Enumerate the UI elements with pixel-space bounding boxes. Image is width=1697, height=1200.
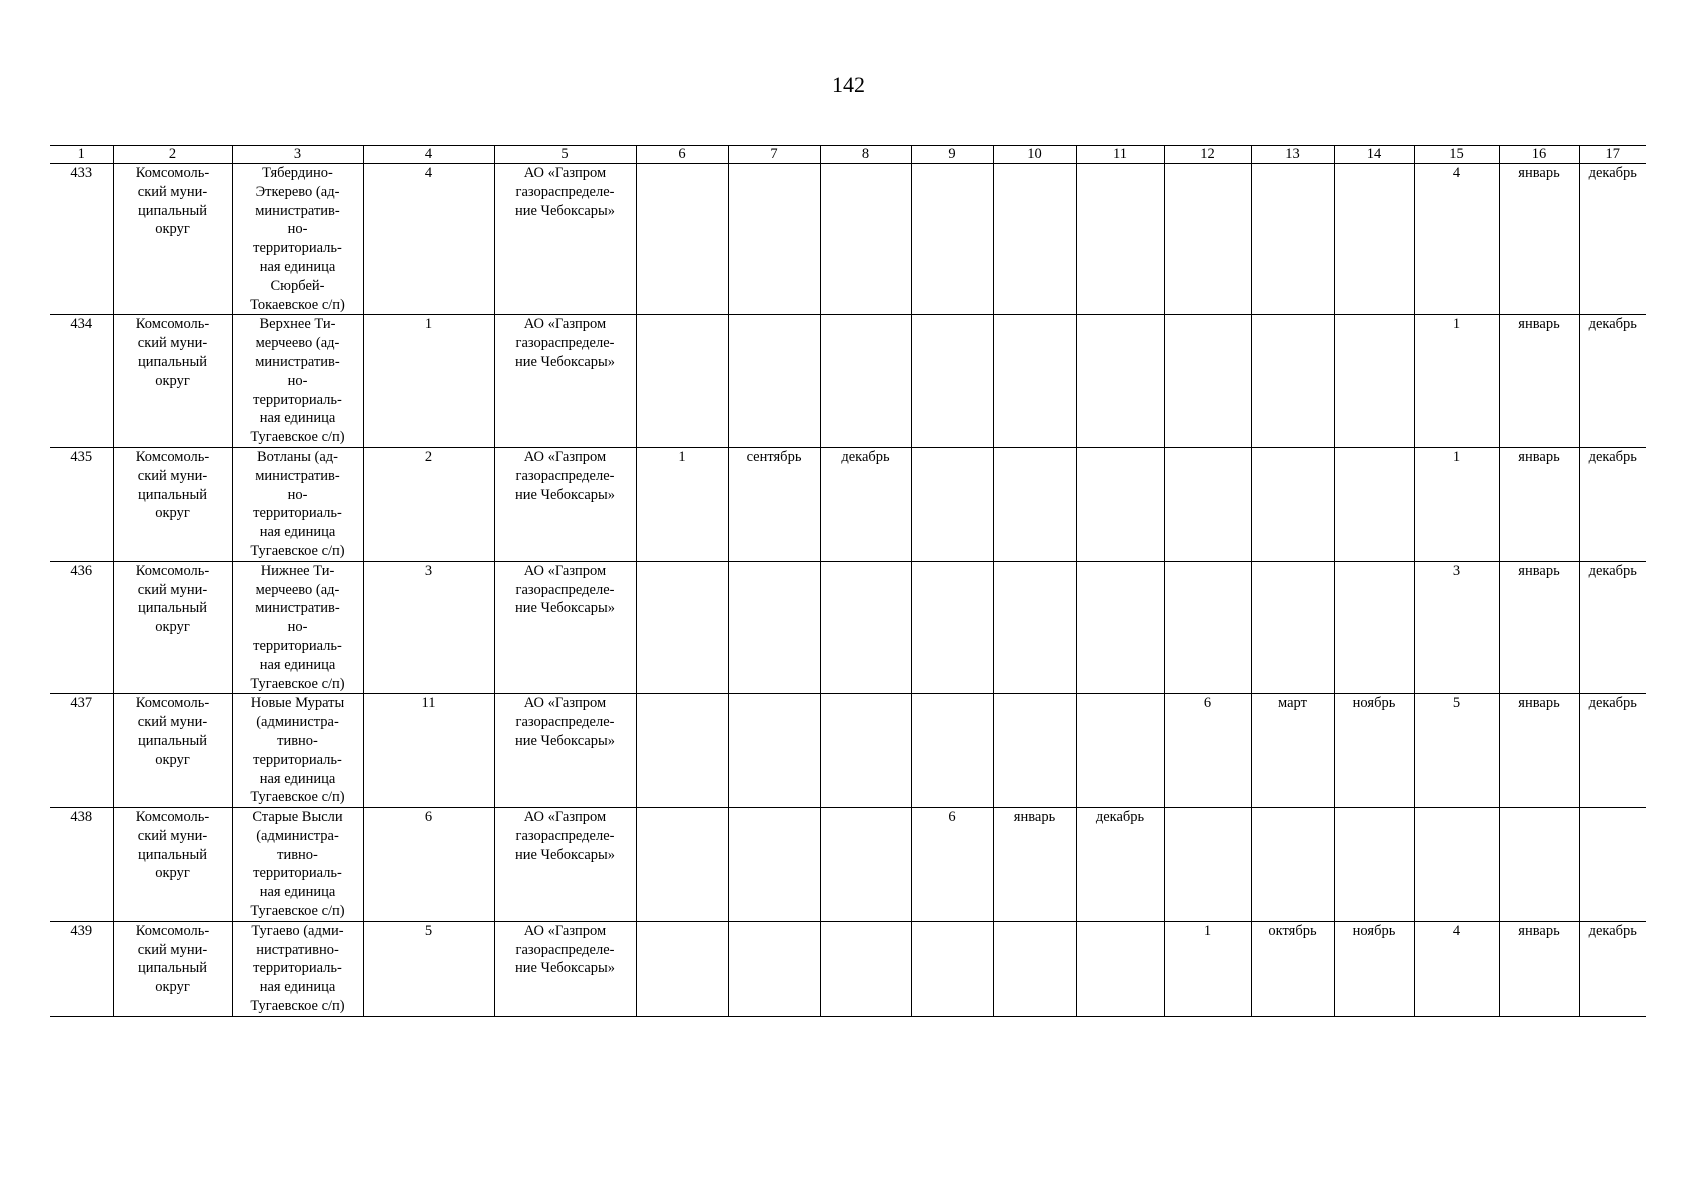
table-cell-col-17: декабрь	[1579, 561, 1646, 694]
column-header: 10	[993, 146, 1076, 164]
table-cell-col-14: ноябрь	[1334, 921, 1414, 1016]
table-cell-col-13	[1251, 447, 1334, 561]
table-cell-col-12: 6	[1164, 694, 1251, 808]
table-cell-col-16: январь	[1499, 164, 1579, 315]
cell-text-line: ние Чебоксары»	[514, 600, 616, 617]
table-cell-col-2	[113, 315, 232, 448]
cell-text-line: Тугаевское с/п)	[250, 542, 345, 559]
table-cell-col-10	[993, 447, 1076, 561]
cell-text-line: тивно-	[277, 846, 318, 863]
table-cell-col-6	[636, 315, 728, 448]
cell-text-line: АО «Газпром	[523, 695, 607, 712]
cell-text-line: Тугаевское с/п)	[250, 903, 345, 920]
table-cell-col-4: 1	[363, 315, 494, 448]
table-cell-col-15: 1	[1414, 315, 1499, 448]
table-cell-col-7	[728, 694, 820, 808]
cell-text-line: округ	[155, 979, 190, 996]
cell-text-line: территориаль-	[253, 240, 342, 257]
table-cell-col-13	[1251, 164, 1334, 315]
table-cell-col-2	[113, 921, 232, 1016]
table-cell-col-5	[494, 164, 636, 315]
cell-text-line: министратив-	[255, 600, 340, 617]
cell-text-line: территориаль-	[253, 960, 342, 977]
table-cell-col-17: декабрь	[1579, 447, 1646, 561]
cell-text-line: территориаль-	[253, 865, 342, 882]
cell-text-line: газораспределе-	[515, 335, 615, 352]
table-cell-col-5	[494, 694, 636, 808]
table-row	[50, 921, 1646, 1016]
data-table	[50, 145, 1646, 1017]
table-cell-col-11	[1076, 447, 1164, 561]
cell-text-line: АО «Газпром	[523, 165, 607, 181]
table-cell-col-17: декабрь	[1579, 315, 1646, 448]
table-cell-col-7	[728, 808, 820, 922]
cell-text-line: министратив-	[255, 467, 340, 484]
column-header: 3	[232, 146, 363, 164]
column-header: 11	[1076, 146, 1164, 164]
table-cell-col-10	[993, 164, 1076, 315]
column-header: 1	[50, 146, 113, 164]
table-cell-col-9: 6	[911, 808, 993, 922]
table-cell-col-3	[232, 561, 363, 694]
cell-text-line: округ	[155, 865, 190, 882]
table-cell-col-16	[1499, 808, 1579, 922]
page-number: 142	[832, 72, 865, 97]
table-cell-col-4: 4	[363, 164, 494, 315]
cell-text-line: газораспределе-	[515, 183, 615, 200]
table-cell-col-8	[820, 561, 911, 694]
table-cell-col-11	[1076, 315, 1164, 448]
cell-text-line: (администра-	[256, 714, 339, 731]
table-cell-col-12	[1164, 561, 1251, 694]
table-cell-col-10	[993, 315, 1076, 448]
cell-text-line: ципальный	[138, 732, 207, 749]
cell-text-line: ние Чебоксары»	[514, 202, 616, 219]
cell-text-line: АО «Газпром	[523, 562, 607, 579]
table-cell-col-9	[911, 315, 993, 448]
table-cell-col-1: 436	[50, 561, 113, 694]
table-cell-col-14	[1334, 447, 1414, 561]
cell-text-line: Сюрбей-	[270, 277, 325, 294]
table-cell-col-2	[113, 164, 232, 315]
cell-text-line: ципальный	[138, 846, 207, 863]
table-cell-col-14	[1334, 315, 1414, 448]
table-cell-col-9	[911, 921, 993, 1016]
cell-text-line: округ	[155, 751, 190, 768]
table-cell-col-16: январь	[1499, 921, 1579, 1016]
table-cell-col-7: сентябрь	[728, 447, 820, 561]
table-row	[50, 315, 1646, 448]
cell-text-line: ский муни-	[137, 827, 208, 844]
table-cell-col-14	[1334, 808, 1414, 922]
cell-text-line: Тябердино-	[262, 165, 333, 181]
column-header: 5	[494, 146, 636, 164]
table-cell-col-16: январь	[1499, 315, 1579, 448]
table-cell-col-12	[1164, 447, 1251, 561]
table-cell-col-16: январь	[1499, 561, 1579, 694]
cell-text-line: ние Чебоксары»	[514, 353, 616, 370]
table-cell-col-2	[113, 808, 232, 922]
table-cell-col-15: 5	[1414, 694, 1499, 808]
cell-text-line: ципальный	[138, 486, 207, 503]
table-cell-col-10	[993, 694, 1076, 808]
header-row	[50, 146, 1646, 164]
table-cell-col-10	[993, 561, 1076, 694]
table-cell-col-17: декабрь	[1579, 921, 1646, 1016]
table-cell-col-9	[911, 164, 993, 315]
table-row	[50, 164, 1646, 315]
table-cell-col-14: ноябрь	[1334, 694, 1414, 808]
cell-text-line: ский муни-	[137, 183, 208, 200]
table-cell-col-13: март	[1251, 694, 1334, 808]
cell-text-line: округ	[155, 372, 190, 389]
table-row	[50, 447, 1646, 561]
column-header: 13	[1251, 146, 1334, 164]
table-cell-col-13	[1251, 315, 1334, 448]
column-header: 8	[820, 146, 911, 164]
cell-text-line: но-	[287, 619, 308, 636]
cell-text-line: Комсомоль-	[135, 922, 210, 939]
cell-text-line: Нижнее Ти-	[260, 562, 335, 579]
cell-text-line: министратив-	[255, 353, 340, 370]
table-cell-col-7	[728, 921, 820, 1016]
table-cell-col-10: январь	[993, 808, 1076, 922]
table-cell-col-7	[728, 315, 820, 448]
table-cell-col-3	[232, 808, 363, 922]
table-cell-col-3	[232, 921, 363, 1016]
cell-text-line: Вотланы (ад-	[257, 448, 338, 465]
cell-text-line: ский муни-	[137, 467, 208, 484]
cell-text-line: ский муни-	[137, 335, 208, 352]
cell-text-line: Верхнее Ти-	[259, 316, 336, 333]
cell-text-line: территориаль-	[253, 505, 342, 522]
cell-text-line: Комсомоль-	[135, 165, 210, 181]
table-cell-col-1: 439	[50, 921, 113, 1016]
cell-text-line: ние Чебоксары»	[514, 732, 616, 749]
table-cell-col-2	[113, 694, 232, 808]
table-cell-col-11	[1076, 694, 1164, 808]
table-cell-col-1: 438	[50, 808, 113, 922]
cell-text-line: Комсомоль-	[135, 695, 210, 712]
table-cell-col-9	[911, 561, 993, 694]
table-cell-col-9	[911, 447, 993, 561]
table-cell-col-9	[911, 694, 993, 808]
table-cell-col-6	[636, 808, 728, 922]
cell-text-line: АО «Газпром	[523, 809, 607, 826]
cell-text-line: Старые Высли	[252, 809, 343, 826]
cell-text-line: АО «Газпром	[523, 922, 607, 939]
cell-text-line: нистративно-	[256, 941, 339, 958]
cell-text-line: территориаль-	[253, 751, 342, 768]
table-cell-col-14	[1334, 561, 1414, 694]
column-header: 2	[113, 146, 232, 164]
table-cell-col-4: 5	[363, 921, 494, 1016]
cell-text-line: но-	[287, 486, 308, 503]
cell-text-line: ципальный	[138, 600, 207, 617]
cell-text-line: ние Чебоксары»	[514, 846, 616, 863]
cell-text-line: газораспределе-	[515, 714, 615, 731]
cell-text-line: Токаевское с/п)	[250, 296, 345, 313]
column-header: 4	[363, 146, 494, 164]
cell-text-line: ципальный	[138, 202, 207, 219]
table-cell-col-12	[1164, 164, 1251, 315]
table-cell-col-7	[728, 561, 820, 694]
cell-text-line: тивно-	[277, 732, 318, 749]
column-header: 15	[1414, 146, 1499, 164]
table-cell-col-2	[113, 561, 232, 694]
table-cell-col-3	[232, 694, 363, 808]
cell-text-line: Новые Мураты	[250, 695, 345, 712]
cell-text-line: ная единица	[259, 524, 336, 541]
cell-text-line: ная единица	[259, 770, 336, 787]
table-cell-col-3	[232, 315, 363, 448]
cell-text-line: но-	[287, 221, 308, 238]
cell-text-line: ципальный	[138, 353, 207, 370]
table-cell-col-8	[820, 315, 911, 448]
table-cell-col-8: декабрь	[820, 447, 911, 561]
cell-text-line: ная единица	[259, 258, 336, 275]
table-cell-col-5	[494, 921, 636, 1016]
table-cell-col-6	[636, 164, 728, 315]
table-cell-col-13: октябрь	[1251, 921, 1334, 1016]
table-cell-col-15: 3	[1414, 561, 1499, 694]
cell-text-line: мерчеево (ад-	[255, 581, 340, 598]
table-cell-col-8	[820, 808, 911, 922]
table-cell-col-16: январь	[1499, 447, 1579, 561]
table-cell-col-12: 1	[1164, 921, 1251, 1016]
table-cell-col-4: 6	[363, 808, 494, 922]
table-cell-col-2	[113, 447, 232, 561]
table-cell-col-1: 434	[50, 315, 113, 448]
cell-text-line: округ	[155, 221, 190, 238]
cell-text-line: ная единица	[259, 884, 336, 901]
table-cell-col-15: 1	[1414, 447, 1499, 561]
table-cell-col-5	[494, 447, 636, 561]
column-header: 9	[911, 146, 993, 164]
column-header: 14	[1334, 146, 1414, 164]
table-row	[50, 694, 1646, 808]
table-cell-col-6: 1	[636, 447, 728, 561]
cell-text-line: ная единица	[259, 410, 336, 427]
cell-text-line: газораспределе-	[515, 581, 615, 598]
column-header: 6	[636, 146, 728, 164]
table-cell-col-17	[1579, 808, 1646, 922]
cell-text-line: ципальный	[138, 960, 207, 977]
table-cell-col-15: 4	[1414, 164, 1499, 315]
cell-text-line: АО «Газпром	[523, 316, 607, 333]
cell-text-line: АО «Газпром	[523, 448, 607, 465]
table-cell-col-17: декабрь	[1579, 694, 1646, 808]
table-cell-col-5	[494, 808, 636, 922]
column-header: 12	[1164, 146, 1251, 164]
table-cell-col-5	[494, 561, 636, 694]
table-cell-col-12	[1164, 315, 1251, 448]
cell-text-line: ная единица	[259, 656, 336, 673]
table-cell-col-14	[1334, 164, 1414, 315]
table-cell-col-13	[1251, 808, 1334, 922]
table-cell-col-16: январь	[1499, 694, 1579, 808]
table-cell-col-11	[1076, 561, 1164, 694]
table-cell-col-3	[232, 447, 363, 561]
table-cell-col-1: 437	[50, 694, 113, 808]
cell-text-line: Комсомоль-	[135, 562, 210, 579]
cell-text-line: но-	[287, 372, 308, 389]
cell-text-line: ная единица	[259, 979, 336, 996]
cell-text-line: ние Чебоксары»	[514, 486, 616, 503]
table-cell-col-4: 2	[363, 447, 494, 561]
table-cell-col-4: 11	[363, 694, 494, 808]
table-cell-col-6	[636, 921, 728, 1016]
cell-text-line: ский муни-	[137, 581, 208, 598]
table-cell-col-6	[636, 694, 728, 808]
cell-text-line: ский муни-	[137, 941, 208, 958]
table-body	[50, 164, 1646, 1017]
cell-text-line: газораспределе-	[515, 467, 615, 484]
column-header: 17	[1579, 146, 1646, 164]
cell-text-line: Тугаевское с/п)	[250, 998, 345, 1015]
cell-text-line: территориаль-	[253, 391, 342, 408]
cell-text-line: министратив-	[255, 202, 340, 219]
cell-text-line: Тугаевское с/п)	[250, 429, 345, 446]
cell-text-line: территориаль-	[253, 637, 342, 654]
table-cell-col-13	[1251, 561, 1334, 694]
table-cell-col-6	[636, 561, 728, 694]
table-cell-col-1: 433	[50, 164, 113, 315]
column-header: 7	[728, 146, 820, 164]
cell-text-line: Комсомоль-	[135, 448, 210, 465]
table-cell-col-15	[1414, 808, 1499, 922]
cell-text-line: мерчеево (ад-	[255, 335, 340, 352]
table-cell-col-11	[1076, 164, 1164, 315]
table-cell-col-10	[993, 921, 1076, 1016]
table-cell-col-8	[820, 694, 911, 808]
cell-text-line: газораспределе-	[515, 941, 615, 958]
table-cell-col-15: 4	[1414, 921, 1499, 1016]
table-cell-col-11: декабрь	[1076, 808, 1164, 922]
table-cell-col-5	[494, 315, 636, 448]
cell-text-line: округ	[155, 505, 190, 522]
table-cell-col-12	[1164, 808, 1251, 922]
cell-text-line: ский муни-	[137, 714, 208, 731]
table-row	[50, 808, 1646, 922]
cell-text-line: Тугаевское с/п)	[250, 789, 345, 806]
table-cell-col-1: 435	[50, 447, 113, 561]
table-cell-col-8	[820, 164, 911, 315]
column-header: 16	[1499, 146, 1579, 164]
table-cell-col-4: 3	[363, 561, 494, 694]
cell-text-line: газораспределе-	[515, 827, 615, 844]
cell-text-line: Комсомоль-	[135, 316, 210, 333]
cell-text-line: (администра-	[256, 827, 339, 844]
cell-text-line: Эткерево (ад-	[255, 183, 340, 200]
table-cell-col-3	[232, 164, 363, 315]
cell-text-line: Тугаево (адми-	[251, 922, 344, 939]
cell-text-line: Тугаевское с/п)	[250, 675, 345, 692]
cell-text-line: Комсомоль-	[135, 809, 210, 826]
table-cell-col-7	[728, 164, 820, 315]
cell-text-line: ние Чебоксары»	[514, 960, 616, 977]
table-row	[50, 561, 1646, 694]
cell-text-line: округ	[155, 619, 190, 636]
table-cell-col-17: декабрь	[1579, 164, 1646, 315]
table-cell-col-8	[820, 921, 911, 1016]
table-cell-col-11	[1076, 921, 1164, 1016]
